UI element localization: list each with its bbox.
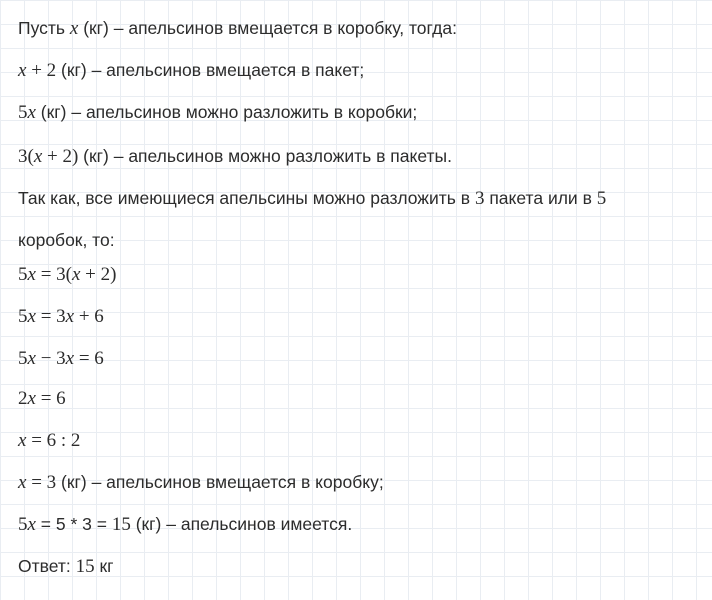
equation-5 [18, 426, 80, 455]
math-run: = 6 : 2 [26, 430, 81, 451]
line-bags-total [18, 142, 452, 171]
line-total-result [18, 510, 352, 539]
math-run: + 2 [26, 60, 57, 81]
text-run: (кг) – апельсинов вмещается в пакет; [56, 60, 365, 80]
text-run: коробок, то: [18, 230, 115, 250]
math-variable: x [33, 146, 43, 167]
text-run: (кг) – апельсинов имеется. [130, 514, 353, 534]
math-variable: x [18, 472, 27, 493]
math-run: 5 [18, 306, 28, 327]
text-run: (кг) – апельсинов можно разложить в коробки; [35, 102, 418, 122]
math-run: = 3 [26, 472, 57, 493]
text-run: кг [94, 556, 114, 576]
text-run: = 5 * 3 = [35, 514, 112, 534]
math-run: 2 [18, 388, 28, 409]
math-run: 5 [18, 102, 28, 123]
line-condition-cont [18, 226, 115, 254]
equation-2 [18, 302, 104, 331]
math-run: = 3 [35, 306, 66, 327]
text-run: Пусть [18, 18, 70, 38]
math-run: + 2) [80, 264, 117, 285]
math-run: = 3( [35, 264, 72, 285]
equation-4 [18, 384, 66, 413]
math-run: + 6 [74, 306, 104, 327]
math-variable: x [18, 430, 27, 451]
math-run: 5 [18, 348, 28, 369]
math-variable: x [27, 306, 36, 327]
equation-3 [18, 344, 104, 373]
text-run: Так как, все имеющиеся апельсины можно разложить в [18, 188, 475, 208]
line-setup [18, 14, 457, 43]
line-bag-capacity [18, 56, 364, 85]
math-variable: x [71, 264, 81, 285]
math-variable: x [27, 514, 36, 535]
text-run: (кг) – апельсинов вмещается в коробку, тогда: [78, 18, 457, 38]
math-variable: x [27, 388, 36, 409]
math-variable: x [65, 306, 75, 327]
math-run: 5 [18, 264, 28, 285]
text-run: пакета или в [484, 188, 597, 208]
math-run: 3 [474, 188, 485, 209]
line-box-result [18, 468, 384, 497]
equation-1 [18, 260, 116, 289]
math-variable: x [27, 348, 36, 369]
math-variable: x [69, 18, 79, 39]
math-run: − 3 [35, 348, 66, 369]
math-run: 5 [18, 514, 28, 535]
math-variable: x [18, 60, 27, 81]
text-run: (кг) – апельсинов можно разложить в пакеты. [78, 146, 452, 166]
math-run: 3( [18, 146, 34, 167]
text-run: (кг) – апельсинов вмещается в коробку; [56, 472, 384, 492]
math-run: 15 [75, 556, 95, 577]
math-run: 15 [111, 514, 131, 535]
answer-line [18, 552, 114, 581]
math-run: = 6 [35, 388, 66, 409]
math-run: + 2) [42, 146, 79, 167]
line-condition [18, 184, 606, 213]
math-run: 5 [596, 188, 607, 209]
text-run: Ответ: [18, 556, 76, 576]
line-boxes-total [18, 98, 417, 127]
math-variable: x [27, 264, 36, 285]
math-variable: x [65, 348, 75, 369]
math-run: = 6 [74, 348, 104, 369]
math-variable: x [27, 102, 36, 123]
